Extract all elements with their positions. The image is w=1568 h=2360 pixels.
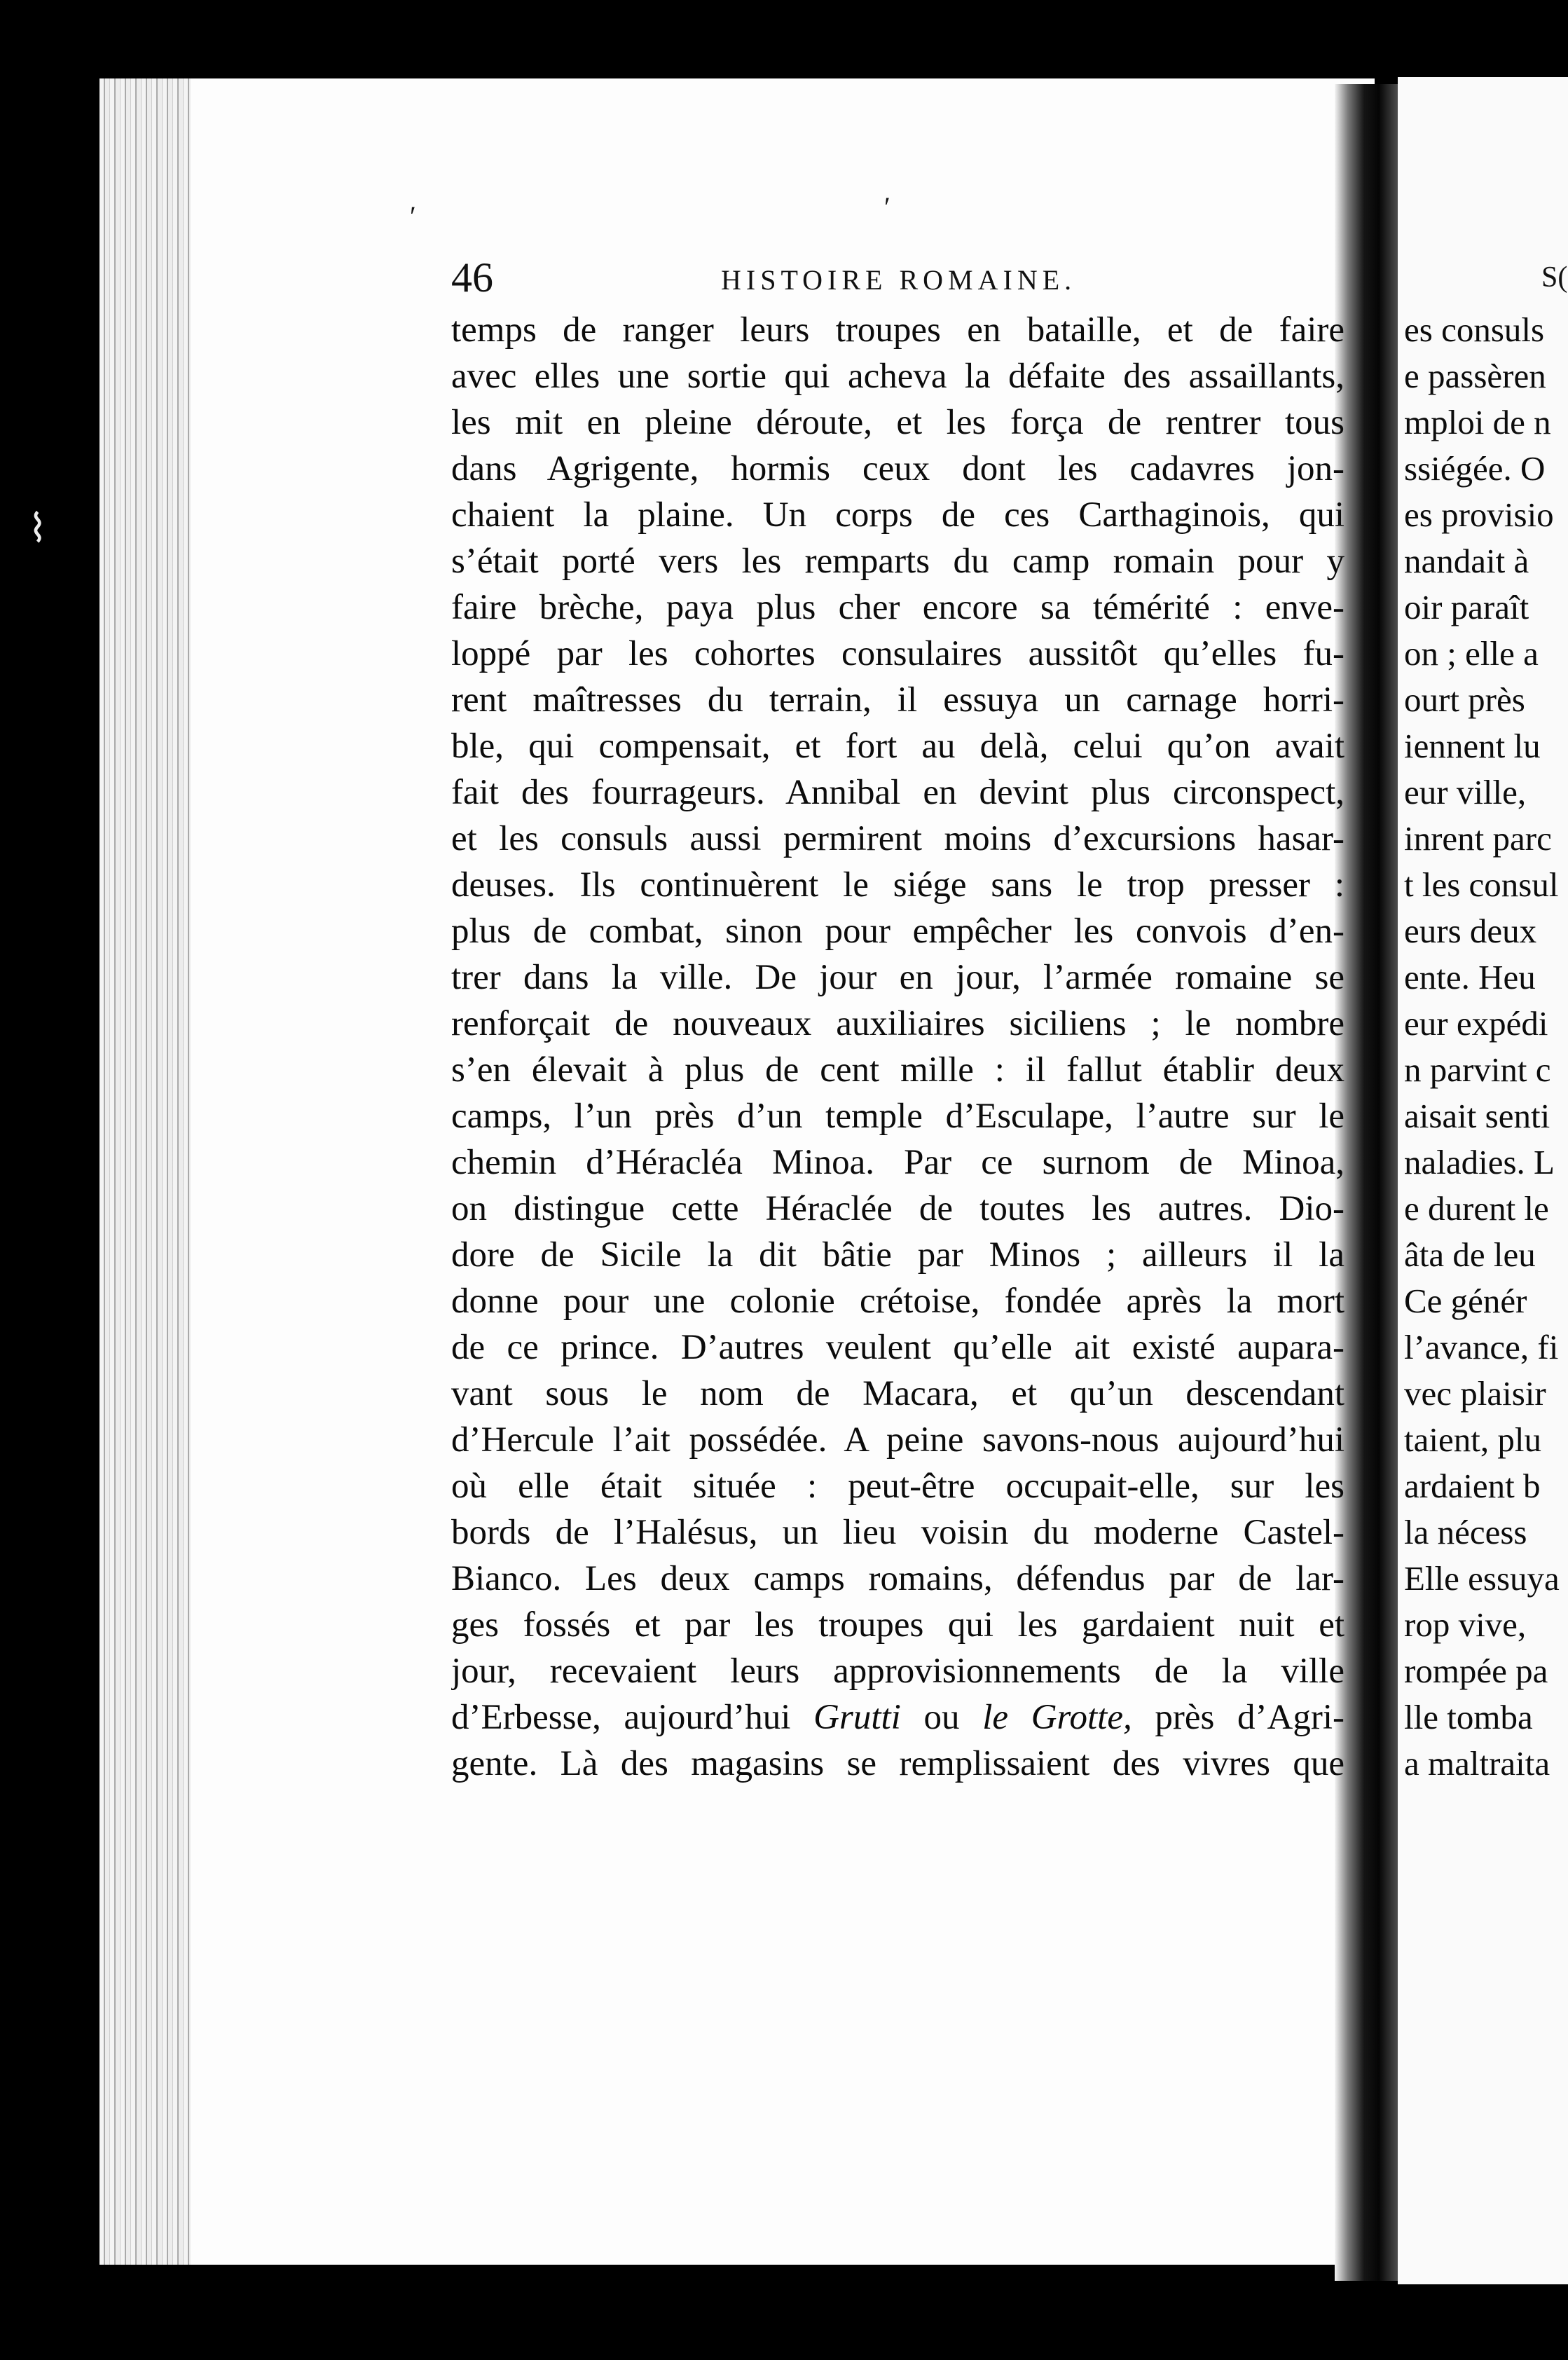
text-line: où elle était située : peut-être occupait-elle, sur les (451, 1467, 1345, 1506)
right-page-header: S( (1541, 261, 1568, 294)
facing-line: es consuls (1404, 310, 1545, 349)
text-line: de ce prince. D’autres veulent qu’elle ait existé aupara- (451, 1328, 1345, 1367)
facing-line: eurs deux (1404, 912, 1537, 950)
facing-line: a maltraita (1404, 1744, 1550, 1783)
facing-line: l’avance, fi (1404, 1328, 1559, 1366)
text-line: on distingue cette Héraclée de toutes les autres. Dio- (451, 1189, 1345, 1228)
text-line: s’en élevait à plus de cent mille : il fallut établir deux (451, 1050, 1345, 1090)
text-line: faire brèche, paya plus cher encore sa témérité : enve- (451, 588, 1345, 627)
facing-line: n parvint c (1404, 1050, 1551, 1089)
text-segment: d’Erbesse, aujourd’hui (451, 1698, 814, 1737)
facing-line: vec plaisir (1404, 1374, 1546, 1413)
text-line: chemin d’Héracléa Minoa. Par ce surnom de Minoa, (451, 1143, 1345, 1182)
facing-line: lle tomba (1404, 1698, 1533, 1736)
ink-speck: ′ (410, 200, 416, 232)
text-line: donne pour une colonie crétoise, fondée après la mort (451, 1282, 1345, 1321)
text-line: jour, recevaient leurs approvisionnements de la ville (451, 1652, 1345, 1691)
facing-line: e passèren (1404, 357, 1546, 395)
facing-line: eur expédi (1404, 1004, 1548, 1043)
facing-line: la nécess (1404, 1513, 1527, 1551)
page-edge-striations (99, 78, 191, 2265)
text-line: camps, l’un près d’un temple d’Esculape, l’autre sur le (451, 1097, 1345, 1136)
facing-line: ente. Heu (1404, 958, 1536, 996)
facing-line: Ce génér (1404, 1282, 1527, 1320)
text-line: dans Agrigente, hormis ceux dont les cadavres jon- (451, 449, 1345, 488)
text-line: s’était porté vers les remparts du camp romain pour y (451, 542, 1345, 581)
page-header (451, 254, 1345, 303)
ink-speck: ′ (884, 191, 890, 223)
text-line: loppé par les cohortes consulaires aussitôt qu’elles fu- (451, 634, 1345, 673)
facing-line: oir paraît (1404, 588, 1529, 626)
italic-place-name: le Grotte, (982, 1698, 1132, 1737)
facing-line: taient, plu (1404, 1420, 1541, 1459)
facing-line: ssiégée. O (1404, 449, 1546, 488)
scan-artifact: ⌇ (28, 507, 48, 551)
text-line-with-italics (451, 1694, 1345, 1741)
text-line: gente. Là des magasins se remplissaient des vivres que (451, 1744, 1345, 1783)
text-line: temps de ranger leurs troupes en bataille, et de faire (451, 310, 1345, 350)
text-line: vant sous le nom de Macara, et qu’un descendant (451, 1374, 1345, 1413)
text-line: les mit en pleine déroute, et les força de rentrer tous (451, 403, 1345, 442)
text-line: bords de l’Halésus, un lieu voisin du moderne Castel- (451, 1513, 1345, 1552)
text-line: Bianco. Les deux camps romains, défendus par de lar- (451, 1559, 1345, 1598)
facing-line: inrent parc (1404, 819, 1552, 858)
facing-line: on ; elle a (1404, 634, 1539, 673)
facing-page-text (1404, 307, 1568, 1787)
text-segment: ou (900, 1698, 983, 1737)
text-line: deuses. Ils continuèrent le siége sans le trop presser : (451, 865, 1345, 905)
facing-line: eur ville, (1404, 773, 1527, 811)
facing-line: rop vive, (1404, 1605, 1527, 1644)
text-line: renforçait de nouveaux auxiliaires siciliens ; le nombre (451, 1004, 1345, 1043)
italic-place-name: Grutti (813, 1698, 901, 1737)
running-title: HISTOIRE ROMAINE. (721, 264, 1077, 296)
facing-line: iennent lu (1404, 727, 1541, 765)
facing-line: ardaient b (1404, 1467, 1541, 1505)
page-number: 46 (451, 254, 493, 301)
facing-line: aisait senti (1404, 1097, 1550, 1135)
text-segment: près d’Agri- (1132, 1698, 1345, 1737)
facing-line: rompée pa (1404, 1652, 1548, 1690)
facing-line: nandait à (1404, 542, 1529, 580)
text-line: d’Hercule l’ait possédée. A peine savons-nous aujourd’hui (451, 1420, 1345, 1460)
text-line: fait des fourrageurs. Annibal en devint plus circonspect, (451, 773, 1345, 812)
text-line: plus de combat, sinon pour empêcher les convois d’en- (451, 912, 1345, 951)
text-line: rent maîtresses du terrain, il essuya un carnage horri- (451, 680, 1345, 720)
facing-line: t les consul (1404, 865, 1559, 904)
text-line: ble, qui compensait, et fort au delà, celui qu’on avait (451, 727, 1345, 766)
facing-line: Elle essuya (1404, 1559, 1560, 1598)
facing-line: es provisio (1404, 495, 1554, 534)
facing-line: e durent le (1404, 1189, 1549, 1228)
text-line: et les consuls aussi permirent moins d’excursions hasar- (451, 819, 1345, 858)
text-line: ges fossés et par les troupes qui les gardaient nuit et (451, 1605, 1345, 1645)
text-line: trer dans la ville. De jour en jour, l’armée romaine se (451, 958, 1345, 997)
facing-line: ourt près (1404, 680, 1525, 719)
text-line: avec elles une sortie qui acheva la défaite des assaillants, (451, 357, 1345, 396)
facing-line: mploi de n (1404, 403, 1551, 441)
text-line: chaient la plaine. Un corps de ces Carthaginois, qui (451, 495, 1345, 535)
text-line: dore de Sicile la dit bâtie par Minos ; ailleurs il la (451, 1235, 1345, 1275)
facing-line: naladies. L (1404, 1143, 1555, 1181)
facing-line: âta de leu (1404, 1235, 1536, 1274)
main-text-block (451, 307, 1345, 1947)
